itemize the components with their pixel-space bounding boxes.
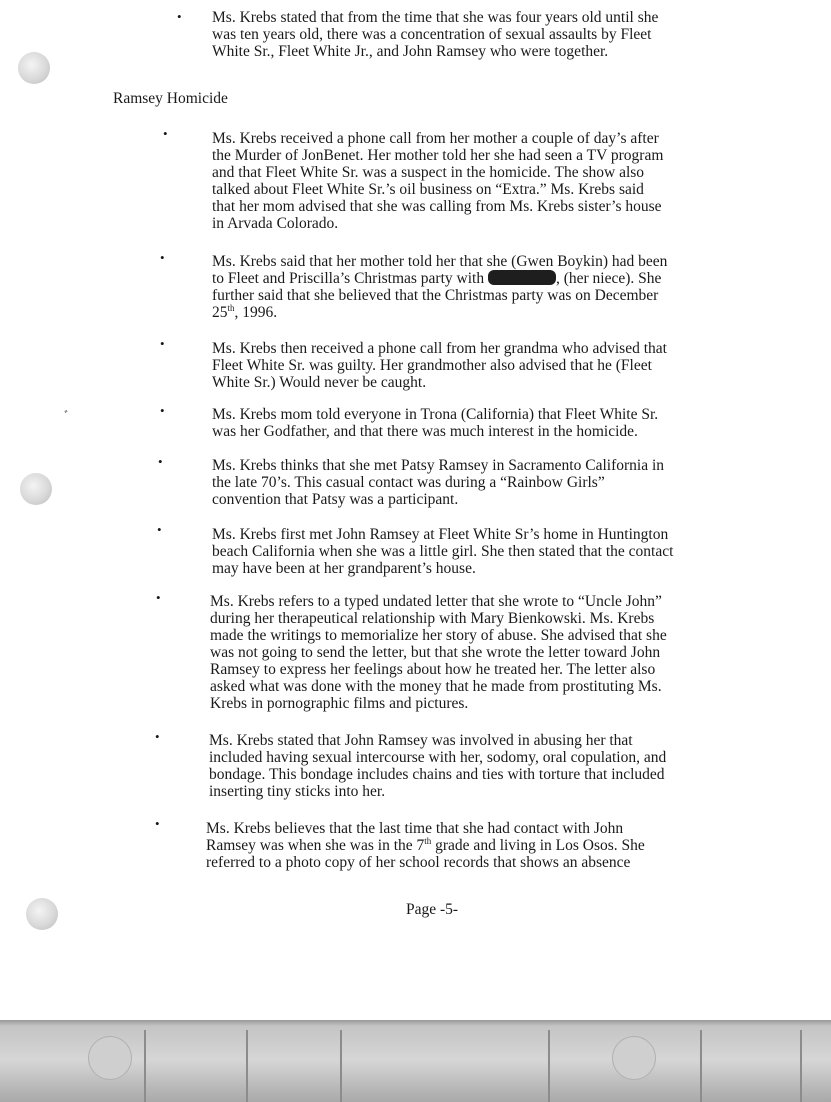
- text-line: referred to a photo copy of her school records that shows an absence: [206, 854, 631, 871]
- paragraph-grandma-call: [212, 340, 727, 391]
- paragraph-abuse: [209, 732, 724, 800]
- punch-hole-bottom: [26, 898, 58, 930]
- text-line: may have been at her grandparent’s house.: [212, 560, 476, 577]
- text-line: was her Godfather, and that there was much interest in the homicide.: [212, 423, 638, 440]
- punch-hole-top: [18, 52, 50, 84]
- text-line: beach California when she was a little girl. She then stated that the contact: [212, 543, 674, 560]
- paragraph-letter: [210, 593, 725, 712]
- text-line: Ms. Krebs stated that from the time that she was four years old until she: [212, 9, 659, 26]
- text-line: during her therapeutical relationship with Mary Bienkowski. Ms. Krebs: [210, 610, 655, 627]
- text-line: and that Fleet White Sr. was a suspect in the homicide. The show also: [212, 164, 645, 181]
- scanner-ghost-hole: [612, 1036, 656, 1080]
- paragraph-christmas-party: [212, 253, 727, 321]
- text-line: Ms. Krebs first met John Ramsey at Fleet White Sr’s home in Huntington: [212, 526, 669, 543]
- scanner-divider: [144, 1030, 146, 1102]
- text-line: the late 70’s. This casual contact was during a “Rainbow Girls”: [212, 474, 605, 491]
- redaction-mark: [488, 270, 556, 285]
- text-line: talked about Fleet White Sr.’s oil business on “Extra.” Ms. Krebs said: [212, 181, 644, 198]
- ordinal-suffix: th: [227, 302, 235, 313]
- bullet: •: [160, 336, 165, 351]
- text-fragment: , 1996.: [234, 304, 278, 321]
- text-line: White Sr.) Would never be caught.: [212, 374, 427, 391]
- text-line: inserting tiny sticks into her.: [209, 783, 386, 800]
- text-line: Fleet White Sr. was guilty. Her grandmother also advised that he (Fleet: [212, 357, 652, 374]
- scanner-divider: [548, 1030, 550, 1102]
- bullet: •: [163, 126, 168, 141]
- stray-mark: ﾞ: [64, 409, 71, 423]
- bullet: •: [156, 590, 161, 605]
- scanner-divider: [800, 1030, 802, 1102]
- text-fragment: to Fleet and Priscilla’s Christmas party with: [212, 270, 488, 287]
- paragraph-intro: [212, 9, 727, 60]
- scanner-divider: [246, 1030, 248, 1102]
- scanner-ghost-hole: [88, 1036, 132, 1080]
- text-line: was ten years old, there was a concentration of sexual assaults by Fleet: [212, 26, 652, 43]
- paragraph-patsy: [212, 457, 727, 508]
- date-number: 25: [212, 304, 228, 321]
- text-line: Ms. Krebs then received a phone call from her grandma who advised that: [212, 340, 667, 357]
- text-line: Ms. Krebs believes that the last time that she had contact with John: [206, 820, 624, 837]
- text-line: that her mom advised that she was calling from Ms. Krebs sister’s house: [212, 198, 662, 215]
- text-line: Krebs in pornographic films and pictures.: [210, 695, 469, 712]
- bullet: •: [160, 250, 165, 265]
- text-fragment: grade and living in Los Osos. She: [431, 837, 645, 854]
- section-heading: Ramsey Homicide: [113, 90, 228, 107]
- punch-hole-middle: [20, 473, 52, 505]
- bullet: •: [177, 9, 182, 24]
- ordinal-suffix: th: [424, 835, 432, 846]
- text-line: [212, 304, 727, 321]
- text-line: [206, 837, 721, 854]
- text-fragment: , (her niece). She: [555, 270, 662, 287]
- text-fragment: Ramsey was when she was in the 7: [206, 837, 425, 854]
- text-line: Ramsey to express her feelings about how he treated her. The letter also: [210, 661, 656, 678]
- paragraph-last-contact: [206, 820, 721, 871]
- text-line-redacted: [212, 270, 727, 287]
- text-line: Ms. Krebs mom told everyone in Trona (California) that Fleet White Sr.: [212, 406, 659, 423]
- text-line: Ms. Krebs received a phone call from her mother a couple of day’s after: [212, 130, 659, 147]
- bullet: •: [160, 403, 165, 418]
- text-line: Ms. Krebs refers to a typed undated letter that she wrote to “Uncle John”: [210, 593, 662, 610]
- text-line: Ms. Krebs said that her mother told her that she (Gwen Boykin) had been: [212, 253, 668, 270]
- text-line: the Murder of JonBenet. Her mother told her she had seen a TV program: [212, 147, 664, 164]
- paragraph-first-met: [212, 526, 727, 577]
- bullet: •: [155, 816, 160, 831]
- scanner-divider: [700, 1030, 702, 1102]
- paragraph-phone-call: [212, 130, 727, 232]
- text-line: made the writings to memorialize her story of abuse. She advised that she: [210, 627, 667, 644]
- text-line: bondage. This bondage includes chains and ties with torture that included: [209, 766, 665, 783]
- text-line: asked what was done with the money that he made from prostituting Ms.: [210, 678, 662, 695]
- paragraph-trona: [212, 406, 727, 440]
- text-line: was not going to send the letter, but that she wrote the letter toward John: [210, 644, 661, 661]
- text-line: convention that Patsy was a participant.: [212, 491, 459, 508]
- text-line: in Arvada Colorado.: [212, 215, 339, 232]
- bullet: •: [155, 729, 160, 744]
- text-line: Ms. Krebs stated that John Ramsey was involved in abusing her that: [209, 732, 633, 749]
- text-line: further said that she believed that the Christmas party was on December: [212, 287, 659, 304]
- text-line: White Sr., Fleet White Jr., and John Ramsey who were together.: [212, 43, 609, 60]
- scanner-divider: [340, 1030, 342, 1102]
- text-line: Ms. Krebs thinks that she met Patsy Ramsey in Sacramento California in: [212, 457, 665, 474]
- text-line: included having sexual intercourse with her, sodomy, oral copulation, and: [209, 749, 667, 766]
- bullet: •: [158, 454, 163, 469]
- bullet: •: [157, 522, 162, 537]
- page-number: Page -5-: [406, 901, 459, 918]
